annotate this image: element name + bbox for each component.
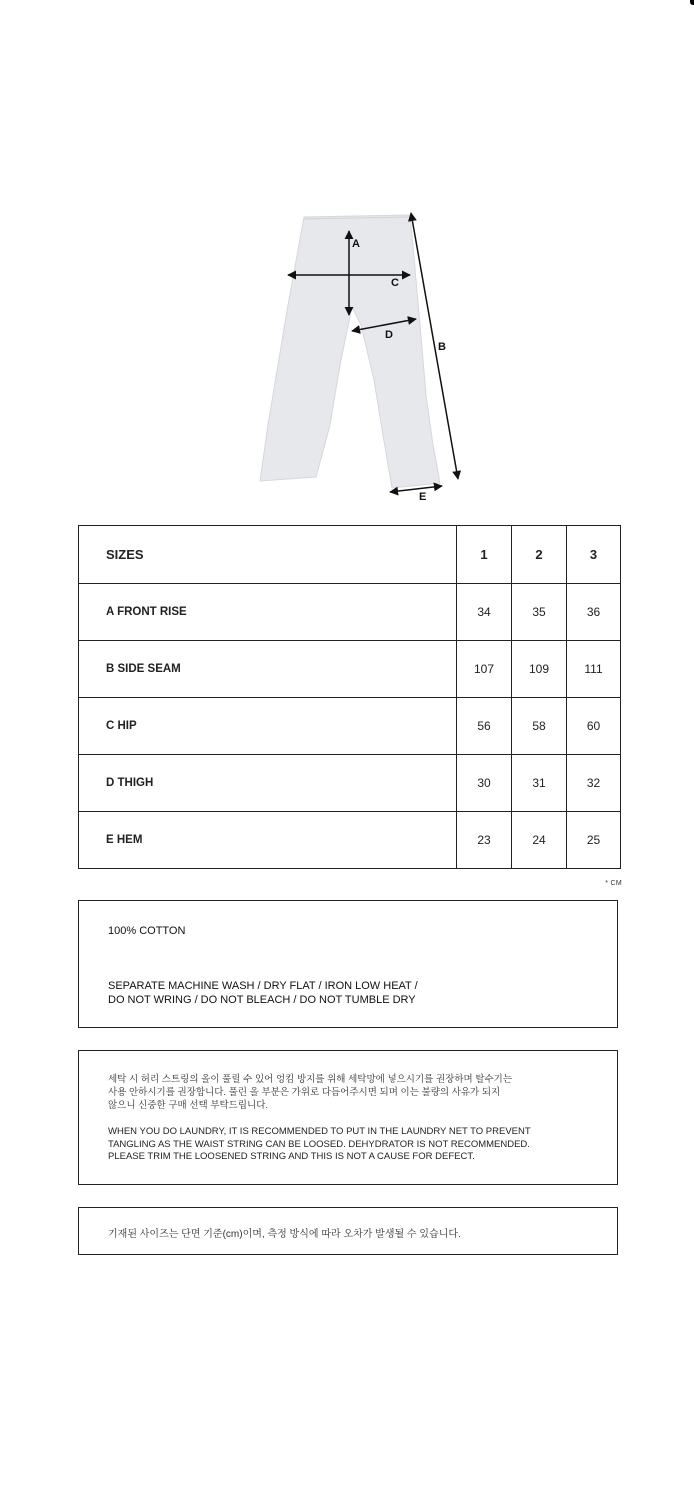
- measure-b-label: B: [438, 341, 446, 353]
- size-3-heading: 3: [567, 526, 621, 584]
- table-cell: 34: [457, 584, 512, 641]
- measure-d-label: D: [385, 329, 393, 341]
- table-cell: 107: [457, 641, 512, 698]
- measurement-note-text: 기재된 사이즈는 단면 기준(cm)이며, 측정 방식에 따라 오차가 발생될 수 있습니다.: [108, 1229, 461, 1240]
- table-row-front-rise: [79, 584, 621, 641]
- pants-measurement-diagram: [248, 205, 468, 505]
- care-box: [78, 900, 618, 1028]
- table-cell: 24: [512, 812, 567, 869]
- measure-a-label: A: [352, 238, 360, 250]
- size-1-heading: 1: [457, 526, 512, 584]
- table-cell: 30: [457, 755, 512, 812]
- table-cell: 23: [457, 812, 512, 869]
- row-label: A FRONT RISE: [79, 584, 457, 641]
- size-2-heading: 2: [512, 526, 567, 584]
- unit-note: * CM: [605, 880, 622, 887]
- table-cell: 25: [567, 812, 621, 869]
- table-cell: 60: [567, 698, 621, 755]
- row-label: E HEM: [79, 812, 457, 869]
- material-text: 100% COTTON: [108, 925, 186, 937]
- measure-e-label: E: [419, 491, 427, 503]
- laundry-notice-english: WHEN YOU DO LAUNDRY, IT IS RECOMMENDED TO PUT IN THE LAUNDRY NET TO PREVENT TANGLING AS THE WAIST STRING CAN BE LOOSED. DEHYDRATOR IS NOT RECOMMENDED. PLEASE TRIM THE LOOSENED STRING AND THIS IS NOT A CAUSE FOR DEFECT.: [108, 1126, 531, 1162]
- measure-c-label: C: [391, 277, 399, 289]
- table-cell: 32: [567, 755, 621, 812]
- pants-silhouette: [260, 215, 440, 488]
- table-cell: 111: [567, 641, 621, 698]
- table-cell: 109: [512, 641, 567, 698]
- table-row-thigh: [79, 755, 621, 812]
- row-label: D THIGH: [79, 755, 457, 812]
- row-label: C HIP: [79, 698, 457, 755]
- laundry-notice-korean: 세탁 시 허리 스트링의 올이 풀릴 수 있어 엉킴 방지를 위해 세탁망에 넣으시기를 권장하며 탈수기는 사용 안하시기를 권장합니다. 풀린 올 부분은 가위로 다듬어주시면 되며 이는 불량의 사유가 되지 않으니 신중한 구매 선택 부탁드립니다.: [108, 1074, 513, 1111]
- laundry-notice-box: [78, 1050, 618, 1185]
- care-instructions: SEPARATE MACHINE WASH / DRY FLAT / IRON LOW HEAT / DO NOT WRING / DO NOT BLEACH / DO NOT TUMBLE DRY: [108, 980, 418, 1006]
- corner-mark: [690, 0, 694, 5]
- table-cell: 36: [567, 584, 621, 641]
- table-row-side-seam: [79, 641, 621, 698]
- table-cell: 35: [512, 584, 567, 641]
- table-cell: 31: [512, 755, 567, 812]
- size-table: [78, 525, 621, 869]
- size-table-header: [79, 526, 621, 584]
- row-label: B SIDE SEAM: [79, 641, 457, 698]
- table-row-hip: [79, 698, 621, 755]
- measurement-note-box: [78, 1207, 618, 1255]
- table-cell: 56: [457, 698, 512, 755]
- sizes-heading: SIZES: [79, 526, 457, 584]
- table-row-hem: [79, 812, 621, 869]
- table-cell: 58: [512, 698, 567, 755]
